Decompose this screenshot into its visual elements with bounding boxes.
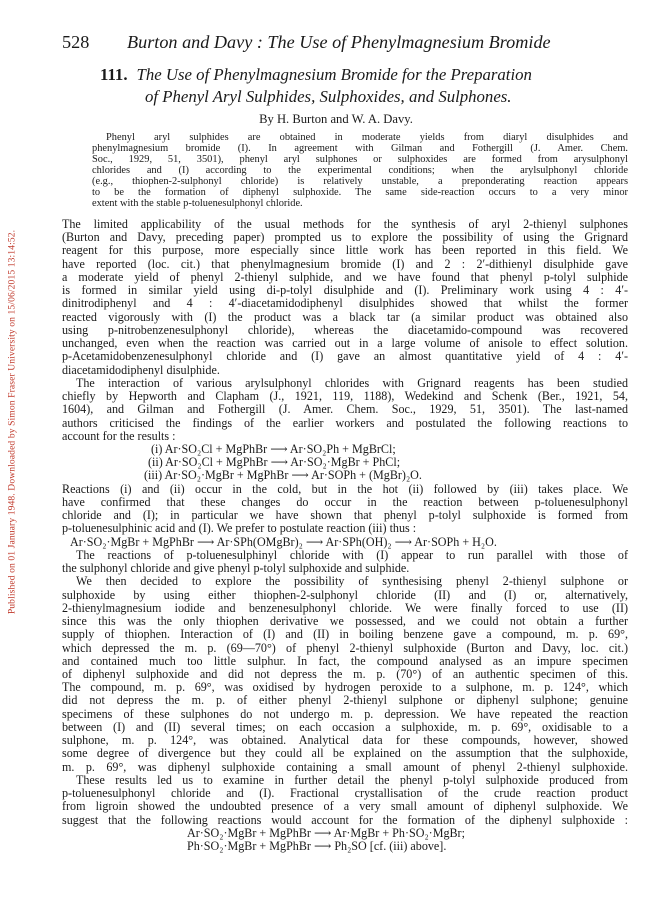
body-line: chiefly by Hepworth and Clapham (J., 1921, 119, 1188), Wedekind and Schenk (Ber., 1921, 54, xyxy=(62,389,628,404)
body-line: p-Acetamidobenzenesulphonyl chloride and (I) gave an almost quantitative yield of 4 : 4′- xyxy=(62,349,628,364)
body-line: chloride and (I); in particular we have shown that phenyl p-tolyl sulphoxide is formed from xyxy=(62,508,628,523)
body-line: The interaction of various arylsulphonyl chlorides with Grignard reagents has been studied xyxy=(76,375,628,390)
body-line: unchanged, even when the reaction was carried out in a large volume of anisole to effect solution. xyxy=(62,336,628,351)
body-line: diacetamidodiphenyl disulphide. xyxy=(62,362,220,377)
body-line: using p-nitrobenzenesulphonyl chloride), whereas the diacetamido-compound was recovered xyxy=(62,322,628,337)
body-line: between (I) and (II) several times; on each occasion a sulphoxide, m. p. 69°, oxidisable to a xyxy=(62,719,628,734)
article-body xyxy=(62,218,628,853)
article-number: 111. xyxy=(100,65,128,84)
body-line: from ligroin showed the undoubted presence of a very small amount of diphenyl sulphoxide. We xyxy=(62,799,628,814)
body-line: These results led us to examine in further detail the phenyl p-tolyl sulphoxide produced from xyxy=(76,772,628,787)
download-notice xyxy=(6,112,18,732)
download-notice-text: Published on 01 January 1948. Downloaded by Simon Fraser University on 15/06/2015 13:14:52. xyxy=(6,229,18,615)
body-line: a moderate yield of phenyl 2-thienyl sulphide, and we have found that phenyl p-tolyl sulphide xyxy=(62,269,628,284)
reaction-ii: (ii) Ar·SO₂Cl + MgPhBr ⟶ Ar·SO₂·MgBr + PhCl; xyxy=(148,455,401,470)
body-line: since this was the only thiophen derivative we possessed, and we could not obtain a further xyxy=(62,614,628,629)
body-line: suggest that the following reactions would account for the formation of the diphenyl sulphoxide : xyxy=(62,812,628,827)
body-line: the sulphonyl chloride and give phenyl p-tolyl sulphoxide and sulphide. xyxy=(62,561,410,576)
body-line: supply of thiophen. Interaction of (I) and (II) in boiling benzene gave a compound, m. p. 69°, xyxy=(62,627,628,642)
body-line: The compound, m. p. 69°, was oxidised by hydrogen peroxide to a sulphone, m. p. 124°, which xyxy=(62,680,628,695)
running-header xyxy=(62,32,622,56)
body-line: specimens of these sulphones do not undergo m. p. depression. We have repeated the reaction xyxy=(62,706,628,721)
page-number: 528 xyxy=(62,32,90,52)
final-reaction-1: Ar·SO₂·MgBr + MgPhBr ⟶ Ar·MgBr + Ph·SO₂·MgBr; xyxy=(187,825,465,840)
abstract-line: phenylmagnesium bromide (I). In agreement with Gilman and Fothergill (J. Amer. Chem. xyxy=(92,143,628,154)
body-line: p-toluenesulphinic acid and (I). We prefer to postulate reaction (iii) thus : xyxy=(62,521,417,536)
body-line: and contained much too little sulphur. In fact, the compound analysed as an impure specimen xyxy=(62,653,628,668)
abstract xyxy=(92,132,628,209)
abstract-line: (e.g., thiophen-2-sulphonyl chloride) is relatively unstable, a preponderating reaction appears xyxy=(92,176,628,187)
reaction-iii: (iii) Ar·SO₂·MgBr + MgPhBr ⟶ Ar·SOPh + (MgBr)₂O. xyxy=(144,468,422,483)
abstract-line: extent with the stable p-toluenesulphonyl chloride. xyxy=(92,198,303,209)
body-line: Reactions (i) and (ii) occur in the cold, but in the hot (ii) followed by (iii) takes place. We xyxy=(62,481,628,496)
body-line: which depressed the m. p. (69—70°) of phenyl 2-thienyl sulphoxide (Burton and Davy, loc. cit.) xyxy=(62,640,628,655)
final-reaction-2: Ph·SO₂·MgBr + MgPhBr ⟶ Ph₂SO [cf. (iii) above]. xyxy=(187,839,447,854)
body-line: 1604), and Gilman and Fothergill (J. Amer. Chem. Soc., 1929, 51, 3501). The last-named xyxy=(62,402,628,417)
body-line: dinitrodiphenyl and 4 : 4′-diacetamidodiphenyl disulphides showed that whilst the former xyxy=(62,296,628,311)
body-line: did not depress the m. p. of either phenyl 2-thienyl sulphone or diphenyl sulphone; genuine xyxy=(62,693,628,708)
body-line: The reactions of p-toluenesulphinyl chloride with (I) appear to run parallel with those of xyxy=(76,547,628,562)
body-line: is formed in similar yield using di-p-tolyl disulphide and (I). Preliminary work using 4 : 4′- xyxy=(62,283,628,298)
reaction-scheme: Ar·SO₂·MgBr + MgPhBr ⟶ Ar·SPh(OMgBr)₂ ⟶ Ar·SPh(OH)₂ ⟶ Ar·SOPh + H₂O. xyxy=(70,534,497,549)
body-line: some degree of divergence but they could all be explained on the assumption that the sulphoxide, xyxy=(62,746,628,761)
body-line: p-toluenesulphonyl chloride and (I). Fractional crystallisation of the crude reaction product xyxy=(62,786,628,801)
body-line: have reported (loc. cit.) that phenylmagnesium bromide (I) and 2 : 2′-dithienyl disulphide gave xyxy=(62,256,628,271)
body-line: sulphoxide by using either thiophen-2-sulphonyl chloride (II) and (I) or, alternatively, xyxy=(62,587,628,602)
title-line-2: of Phenyl Aryl Sulphides, Sulphoxides, and Sulphones. xyxy=(145,87,512,106)
abstract-line: to be the formation of diphenyl sulphoxide. The same side-reaction occurs to a very minor xyxy=(92,187,628,198)
reaction-i: (i) Ar·SO₂Cl + MgPhBr ⟶ Ar·SO₂Ph + MgBrCl; xyxy=(151,441,396,456)
body-line: (Burton and Davy, preceding paper) prompted us to explore the possibility of using the Grignard xyxy=(62,230,628,245)
title-line-1: The Use of Phenylmagnesium Bromide for the Preparation xyxy=(136,65,532,84)
body-line: of diphenyl sulphoxide and did not depress the m. p. (70°) of an authentic specimen of this. xyxy=(62,666,628,681)
body-line: We then decided to explore the possibility of synthesising phenyl 2-thienyl sulphone or xyxy=(76,574,628,589)
body-line: reagent for this purpose, more especially since little work has been reported in this field. We xyxy=(62,243,628,258)
body-line: m. p. 69°, was diphenyl sulphoxide containing a small amount of phenyl 2-thienyl sulphoxide. xyxy=(62,759,628,774)
running-title: Burton and Davy : The Use of Phenylmagnesium Bromide xyxy=(127,32,551,52)
body-line: have confirmed that these changes do occur in the reaction between p-toluenesulphonyl xyxy=(62,494,628,509)
body-line: account for the results : xyxy=(62,428,176,443)
body-line: sulphone, m. p. 124°, was obtained. Analytical data for these compounds, however, showed xyxy=(62,733,628,748)
body-line: authors criticised the findings of the earlier workers and postulated the following reactions to xyxy=(62,415,628,430)
body-line: reacted vigorously with (I) the product was a black tar (a similar product was obtained also xyxy=(62,309,628,324)
authors: By H. Burton and W. A. Davy. xyxy=(259,112,413,126)
abstract-line: Soc., 1929, 51, 3501), phenyl aryl sulphones or sulphoxides are formed from arysulphonyl xyxy=(92,154,628,165)
article-title xyxy=(100,64,620,108)
abstract-line: chlorides and (I) according to the experimental conditions; when the arylsulphonyl chloride xyxy=(92,165,628,176)
abstract-line: Phenyl aryl sulphides are obtained in moderate yields from diaryl disulphides and xyxy=(106,132,628,143)
body-line: 2-thienylmagnesium iodide and benzenesulphonyl chloride. We were finally forced to use (II) xyxy=(62,600,628,615)
body-line: The limited applicability of the usual methods for the synthesis of aryl 2-thienyl sulphones xyxy=(62,217,628,231)
